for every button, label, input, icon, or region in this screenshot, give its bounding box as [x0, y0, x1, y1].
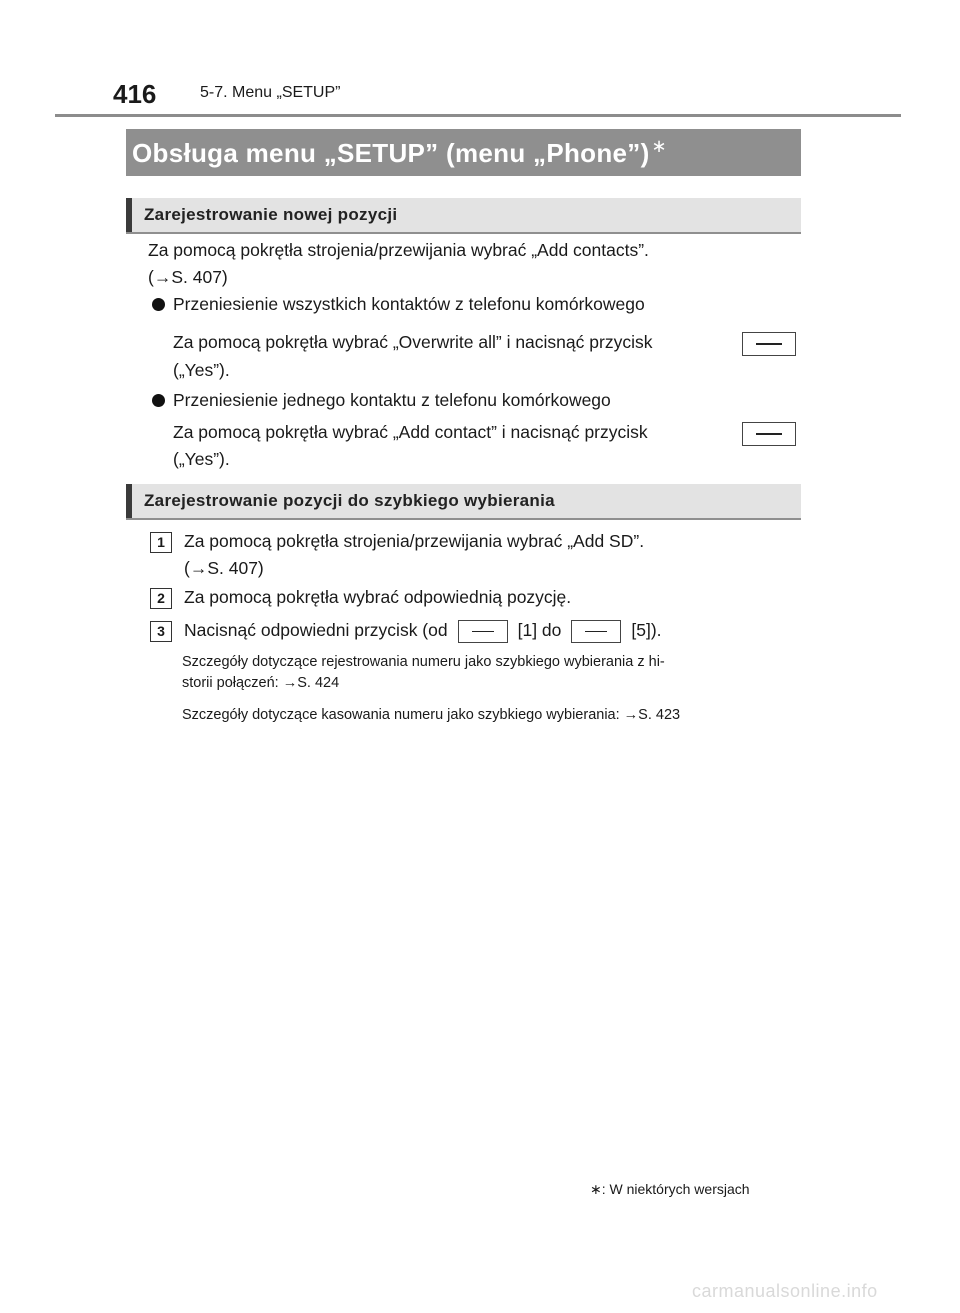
bullet-instruction: Za pomocą pokrętła wybrać „Overwrite all” i nacisnąć przycisk [173, 332, 653, 352]
step-text [184, 618, 662, 643]
watermark: carmanualsonline.info [692, 1281, 878, 1301]
intro-line: Za pomocą pokrętła strojenia/przewijania wybrać „Add contacts”. [148, 240, 649, 260]
subheading-label: Zarejestrowanie pozycji do szybkiego wybierania [144, 491, 555, 510]
intro-reference[interactable]: (→S. 407) [148, 267, 228, 287]
step-text-part: [5]). [631, 620, 662, 640]
button-icon [571, 620, 621, 643]
footnote: ∗: W niektórych wersjach [590, 1181, 750, 1197]
section-title-text: Obsługa menu „SETUP” (menu „Phone”) [132, 138, 650, 168]
button-icon [458, 620, 508, 643]
button-icon [742, 422, 796, 446]
page-number: 416 [113, 79, 157, 109]
bullet-icon [152, 394, 165, 407]
button-icon [742, 332, 796, 356]
asterisk-mark: ∗ [651, 136, 667, 156]
bullet-instruction-end: („Yes”). [173, 360, 230, 380]
step-number: 2 [150, 588, 172, 609]
bullet-title: Przeniesienie wszystkich kontaktów z telefonu komórkowego [173, 294, 645, 314]
step-reference[interactable]: (→S. 407) [184, 558, 264, 578]
bullet-instruction-end: („Yes”). [173, 449, 230, 469]
bullet-icon [152, 298, 165, 311]
bullet-instruction: Za pomocą pokrętła wybrać „Add contact” i nacisnąć przycisk [173, 422, 648, 442]
subheading-accent [126, 484, 132, 518]
step-text: Za pomocą pokrętła strojenia/przewijania wybrać „Add SD”. [184, 531, 645, 551]
note-text[interactable]: Szczegóły dotyczące kasowania numeru jako szybkiego wybierania: →S. 423 [182, 707, 681, 723]
step-number: 3 [150, 621, 172, 642]
step-text-part: Nacisnąć odpowiedni przycisk (od [184, 620, 448, 640]
note-text: Szczegóły dotyczące rejestrowania numeru jako szybkiego wybierania z hi- [182, 654, 665, 670]
note-reference[interactable]: storii połączeń: →S. 424 [182, 675, 340, 691]
subheading-speed-dial [126, 484, 801, 520]
subheading-accent [126, 198, 132, 232]
step-number: 1 [150, 532, 172, 553]
step-text-part: [1] do [517, 620, 562, 640]
subheading-label: Zarejestrowanie nowej pozycji [144, 205, 398, 224]
bullet-title: Przeniesienie jednego kontaktu z telefonu komórkowego [173, 390, 611, 410]
chapter-title: 5-7. Menu „SETUP” [200, 84, 341, 101]
header-divider [55, 114, 901, 117]
step-text: Za pomocą pokrętła wybrać odpowiednią pozycję. [184, 587, 572, 607]
section-title [132, 136, 667, 169]
subheading-new-entry [126, 198, 801, 234]
